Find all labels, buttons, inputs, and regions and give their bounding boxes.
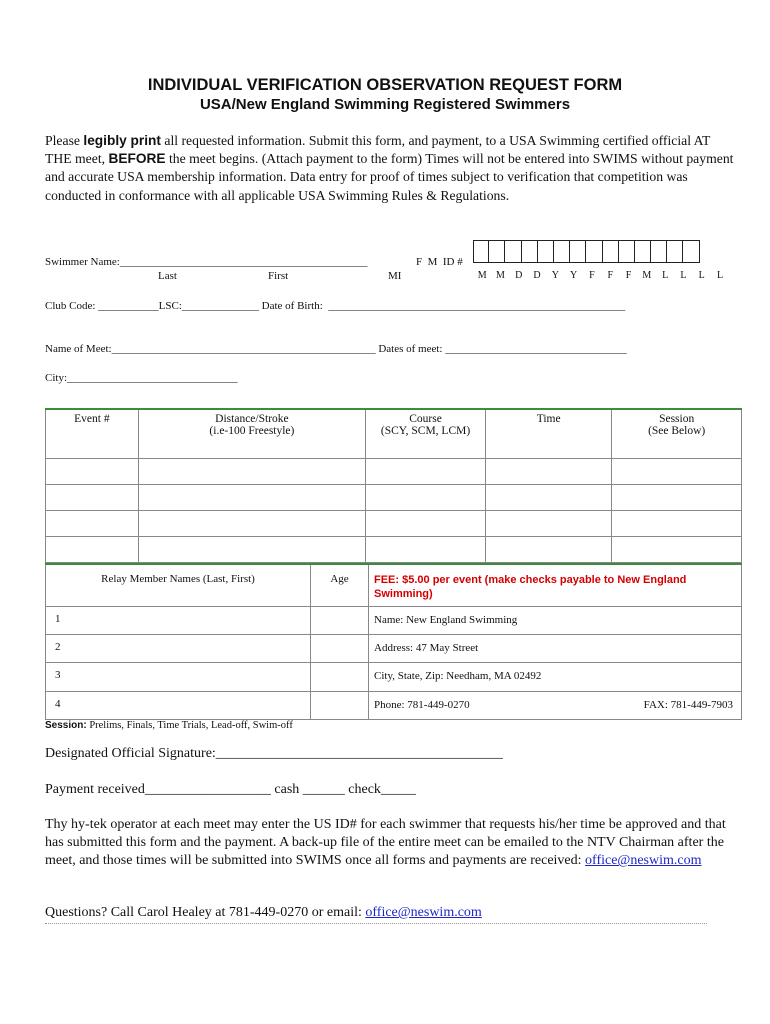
intro-text-2: all requested information. Submit this form, and payment, to a USA Swimming certified official AT THE meet, xyxy=(45,133,711,167)
payment-received-field[interactable]: Payment received__________________ cash ______ check_____ xyxy=(45,782,416,797)
id-box[interactable] xyxy=(570,240,586,263)
payee-city-state-zip: City, State, Zip: Needham, MA 02492 xyxy=(369,662,742,691)
id-box[interactable] xyxy=(603,240,619,263)
id-letter: M xyxy=(495,270,505,281)
id-box[interactable] xyxy=(667,240,683,263)
id-letter: M xyxy=(642,270,652,281)
email-link[interactable]: office@neswim.com xyxy=(585,853,702,869)
hytek-paragraph xyxy=(45,816,730,871)
form-title: INDIVIDUAL VERIFICATION OBSERVATION REQUEST FORM xyxy=(147,76,623,94)
id-letter: D xyxy=(515,270,523,281)
intro-text-1: Please xyxy=(45,133,84,148)
payee-phone: Phone: 781-449-0270 xyxy=(369,691,562,719)
intro-bold-1: legibly print xyxy=(83,133,161,148)
mi-label: MI xyxy=(388,270,402,282)
instructions-paragraph xyxy=(45,132,735,205)
relay-age-2[interactable] xyxy=(311,634,369,662)
payee-address: Address: 47 May Street xyxy=(369,634,742,662)
event-row[interactable] xyxy=(46,536,742,562)
payee-fax: FAX: 781-449-7903 xyxy=(562,691,742,719)
id-letter: L xyxy=(680,270,687,281)
id-letter: M xyxy=(477,270,487,281)
relay-row-3[interactable]: 3 xyxy=(46,662,311,691)
fm-id-label: F M ID # xyxy=(416,256,463,268)
session-legend xyxy=(45,720,293,731)
event-row[interactable] xyxy=(46,484,742,510)
id-box[interactable] xyxy=(522,240,538,263)
event-row[interactable] xyxy=(46,510,742,536)
first-label: First xyxy=(268,270,289,282)
id-box[interactable] xyxy=(683,240,699,263)
meet-name-dates-field[interactable]: Name of Meet:________________________________________________ Dates of meet: _________________________________ xyxy=(45,343,627,355)
relay-row-4[interactable]: 4 xyxy=(46,691,311,719)
questions-text: Questions? Call Carol Healey at 781-449-0270 or email: xyxy=(45,905,366,920)
id-box[interactable] xyxy=(619,240,635,263)
header-distance-stroke: Distance/Stroke (i.e-100 Freestyle) xyxy=(138,409,365,458)
id-letter: D xyxy=(533,270,541,281)
id-letter: L xyxy=(662,270,669,281)
city-field[interactable]: City:_______________________________ xyxy=(45,372,238,384)
session-label: Session: xyxy=(45,720,87,731)
id-box[interactable] xyxy=(473,240,489,263)
questions-line xyxy=(45,904,482,922)
events-table xyxy=(45,408,742,563)
last-label: Last xyxy=(158,270,177,282)
club-lsc-dob-field[interactable]: Club Code: ___________LSC:______________ Date of Birth: ______________________________________________________ xyxy=(45,300,626,312)
fee-notice: FEE: $5.00 per event (make checks payable to New England Swimming) xyxy=(374,574,687,600)
relay-age-1[interactable] xyxy=(311,606,369,634)
form-subtitle: USA/New England Swimming Registered Swimmers xyxy=(199,96,571,113)
hytek-text: Thy hy-tek operator at each meet may enter the US ID# for each swimmer that requests his/her time be approved and that has submitted this form and the payment. A back-up file of the entire meet can be emailed to the NTV Chairman after the meet, and those times will be submitted into SWIMS once all forms and payments are received: xyxy=(45,817,726,869)
id-box[interactable] xyxy=(651,240,667,263)
id-letter: F xyxy=(607,270,613,281)
official-signature-field[interactable]: Designated Official Signature:_________________________________________ xyxy=(45,746,503,761)
relay-names-header: Relay Member Names (Last, First) xyxy=(46,564,311,606)
id-box[interactable] xyxy=(489,240,505,263)
relay-row-1[interactable]: 1 xyxy=(46,606,311,634)
id-box[interactable] xyxy=(505,240,521,263)
header-time: Time xyxy=(486,409,612,458)
relay-age-header: Age xyxy=(311,564,369,606)
id-letter: Y xyxy=(570,270,578,281)
swimmer-name-field[interactable]: Swimmer Name:_____________________________________________ xyxy=(45,256,368,268)
intro-text-3: the meet begins. (Attach payment to the form) Times will not be entered into SWIMS without payment and accurate USA membership information. Data entry for proof of times subject to verification that competition was conducted in conformance with all applicable USA Swimming Rules & Regulations. xyxy=(45,151,734,203)
relay-age-3[interactable] xyxy=(311,662,369,691)
event-row[interactable] xyxy=(46,458,742,484)
relay-table xyxy=(45,563,742,720)
us-id-boxes[interactable] xyxy=(473,240,700,263)
email-link-2[interactable]: office@neswim.com xyxy=(365,905,482,920)
id-box[interactable] xyxy=(635,240,651,263)
id-letter: L xyxy=(716,270,724,281)
us-id-letters xyxy=(473,270,729,281)
session-options: Prelims, Finals, Time Trials, Lead-off, Swim-off xyxy=(86,720,293,731)
id-box[interactable] xyxy=(554,240,570,263)
header-session: Session (See Below) xyxy=(612,409,742,458)
id-box[interactable] xyxy=(586,240,602,263)
relay-age-4[interactable] xyxy=(311,691,369,719)
footer-dotted-rule xyxy=(45,923,707,924)
payee-name: Name: New England Swimming xyxy=(369,606,742,634)
relay-row-2[interactable]: 2 xyxy=(46,634,311,662)
id-box[interactable] xyxy=(538,240,554,263)
id-letter: F xyxy=(589,270,595,281)
intro-bold-2: BEFORE xyxy=(108,151,166,167)
header-course: Course (SCY, SCM, LCM) xyxy=(366,409,486,458)
id-letter: F xyxy=(625,270,632,281)
id-letter: Y xyxy=(551,270,559,281)
header-event: Event # xyxy=(46,409,139,458)
id-letter: L xyxy=(698,270,705,281)
